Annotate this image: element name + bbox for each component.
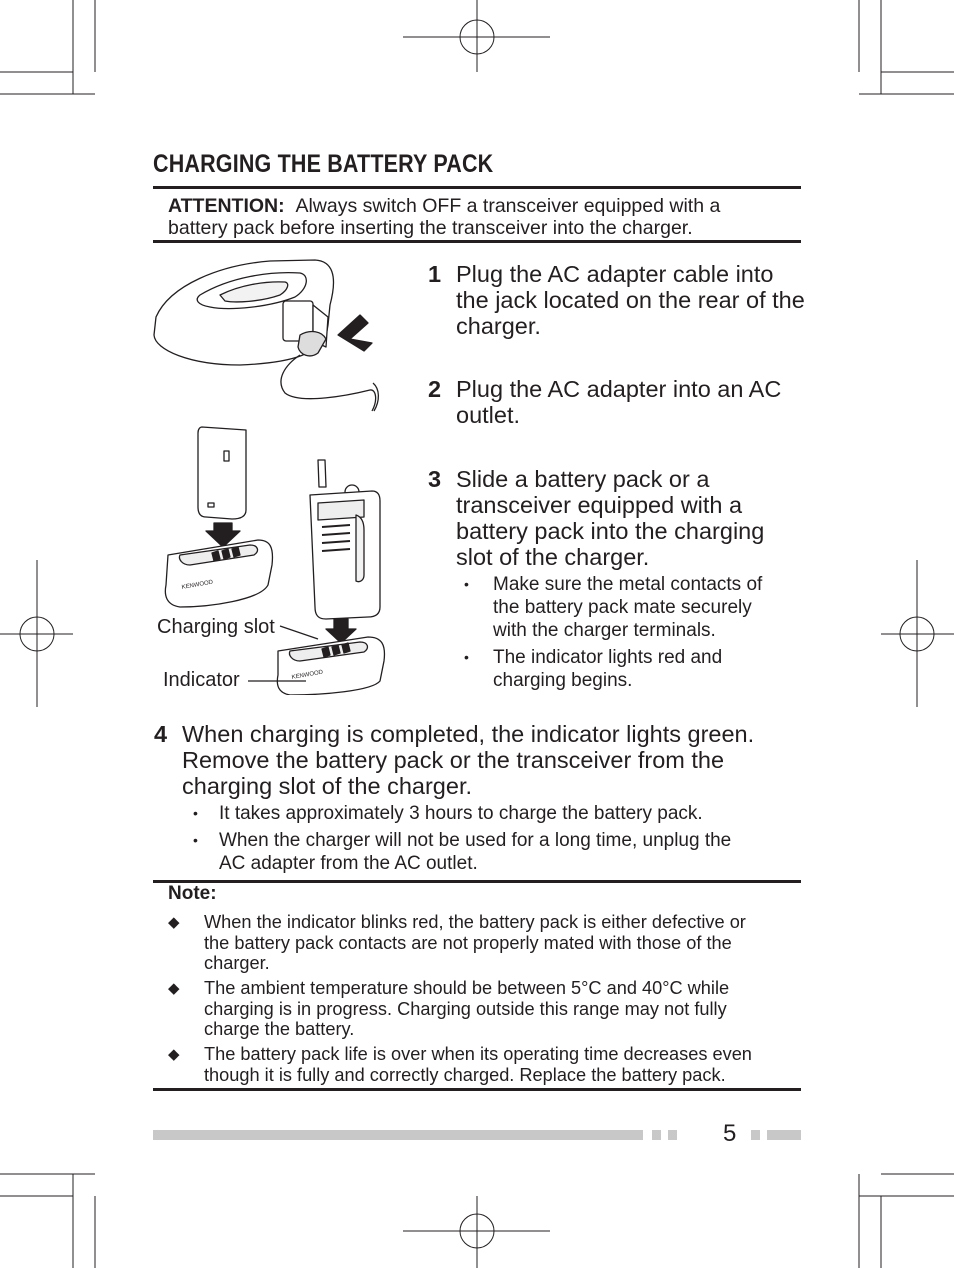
registration-mark-right: [881, 560, 954, 707]
note-line: charging is in progress. Charging outside this range may not fully: [204, 998, 727, 1019]
note-line: When the indicator blinks red, the battery pack is either defective or: [204, 912, 746, 932]
bullet-dot: •: [193, 805, 198, 821]
footer-bar-segment: [668, 1130, 677, 1140]
step-line: Plug the AC adapter cable into: [456, 261, 774, 287]
attention-text: Always switch OFF a transceiver equipped with a: [295, 195, 721, 217]
transceiver: [310, 460, 380, 619]
bullet-dot: •: [464, 649, 469, 665]
registration-mark-top: [403, 0, 550, 72]
note-line: the battery pack contacts are not properly mated with those of the: [204, 932, 732, 953]
attention-box: [168, 195, 788, 239]
step-line: transceiver equipped with a: [456, 492, 743, 518]
step-line: charging slot of the charger.: [182, 773, 473, 799]
step-number: 1: [428, 261, 442, 287]
page-title: CHARGING THE BATTERY PACK: [153, 150, 494, 178]
battery-pack: [198, 427, 246, 519]
attention-label: ATTENTION:: [168, 195, 285, 217]
diamond-icon: ◆: [168, 980, 180, 997]
footer-bar-segment: [652, 1130, 661, 1140]
page-number: 5: [723, 1120, 737, 1147]
callout-indicator: Indicator: [163, 669, 240, 691]
step-line: Remove the battery pack or the transceiver from the: [182, 747, 725, 773]
step-line: When charging is completed, the indicator lights green.: [182, 721, 755, 747]
note-title: Note:: [168, 883, 217, 904]
step-line: slot of the charger.: [456, 544, 650, 570]
bullet-line: Make sure the metal contacts of: [493, 574, 763, 595]
step-number: 4: [154, 721, 168, 747]
footer-bar-right: [767, 1130, 801, 1140]
note-line: though it is fully and correctly charged. Replace the battery pack.: [204, 1064, 726, 1085]
footer-bar: [153, 1130, 643, 1140]
brand-label: KENWOOD: [181, 579, 214, 591]
step-number: 3: [428, 466, 442, 492]
callout-charging-slot: Charging slot: [157, 616, 275, 638]
step-line: Slide a battery pack or a: [456, 466, 710, 492]
bullet-line: The indicator lights red and: [493, 647, 723, 668]
plug-arrow: [338, 315, 372, 351]
attention-rule: [153, 240, 801, 243]
note-line: charge the battery.: [204, 1019, 355, 1039]
step-line: the jack located on the rear of the: [456, 287, 805, 313]
bullet-line: charging begins.: [493, 670, 633, 691]
note-line: The battery pack life is over when its operating time decreases even: [204, 1044, 752, 1064]
step-line: Plug the AC adapter into an AC: [456, 376, 782, 402]
step-line: battery pack into the charging: [456, 518, 765, 544]
note-line: charger.: [204, 953, 270, 973]
footer-bar-segment: [751, 1130, 760, 1140]
registration-mark-bottom: [403, 1196, 550, 1268]
note-rule-bottom: [153, 1088, 801, 1091]
bullet-line: the battery pack mate securely: [493, 597, 752, 618]
step-number: 2: [428, 376, 442, 402]
diamond-icon: ◆: [168, 1046, 180, 1063]
bullet-line: AC adapter from the AC outlet.: [219, 853, 478, 874]
step-line: charger.: [456, 313, 541, 339]
slot-callout-line: [280, 626, 318, 639]
bullet-line: When the charger will not be used for a long time, unplug the: [219, 830, 732, 851]
step-line: outlet.: [456, 402, 521, 428]
bullet-line: with the charger terminals.: [493, 620, 716, 641]
charger-left: [165, 540, 272, 607]
bullet-dot: •: [193, 832, 198, 848]
diamond-icon: ◆: [168, 914, 180, 931]
note-rule-top: [153, 880, 801, 883]
charger-right: [277, 637, 384, 695]
bullet-line: It takes approximately 3 hours to charge the battery pack.: [219, 803, 703, 824]
bullet-dot: •: [464, 576, 469, 592]
brand-label: KENWOOD: [291, 669, 324, 681]
note-line: The ambient temperature should be between 5°C and 40°C while: [204, 978, 730, 998]
title-rule: [153, 186, 801, 189]
registration-mark-left: [0, 560, 73, 707]
attention-text-2: battery pack before inserting the transceiver into the charger.: [168, 217, 693, 239]
